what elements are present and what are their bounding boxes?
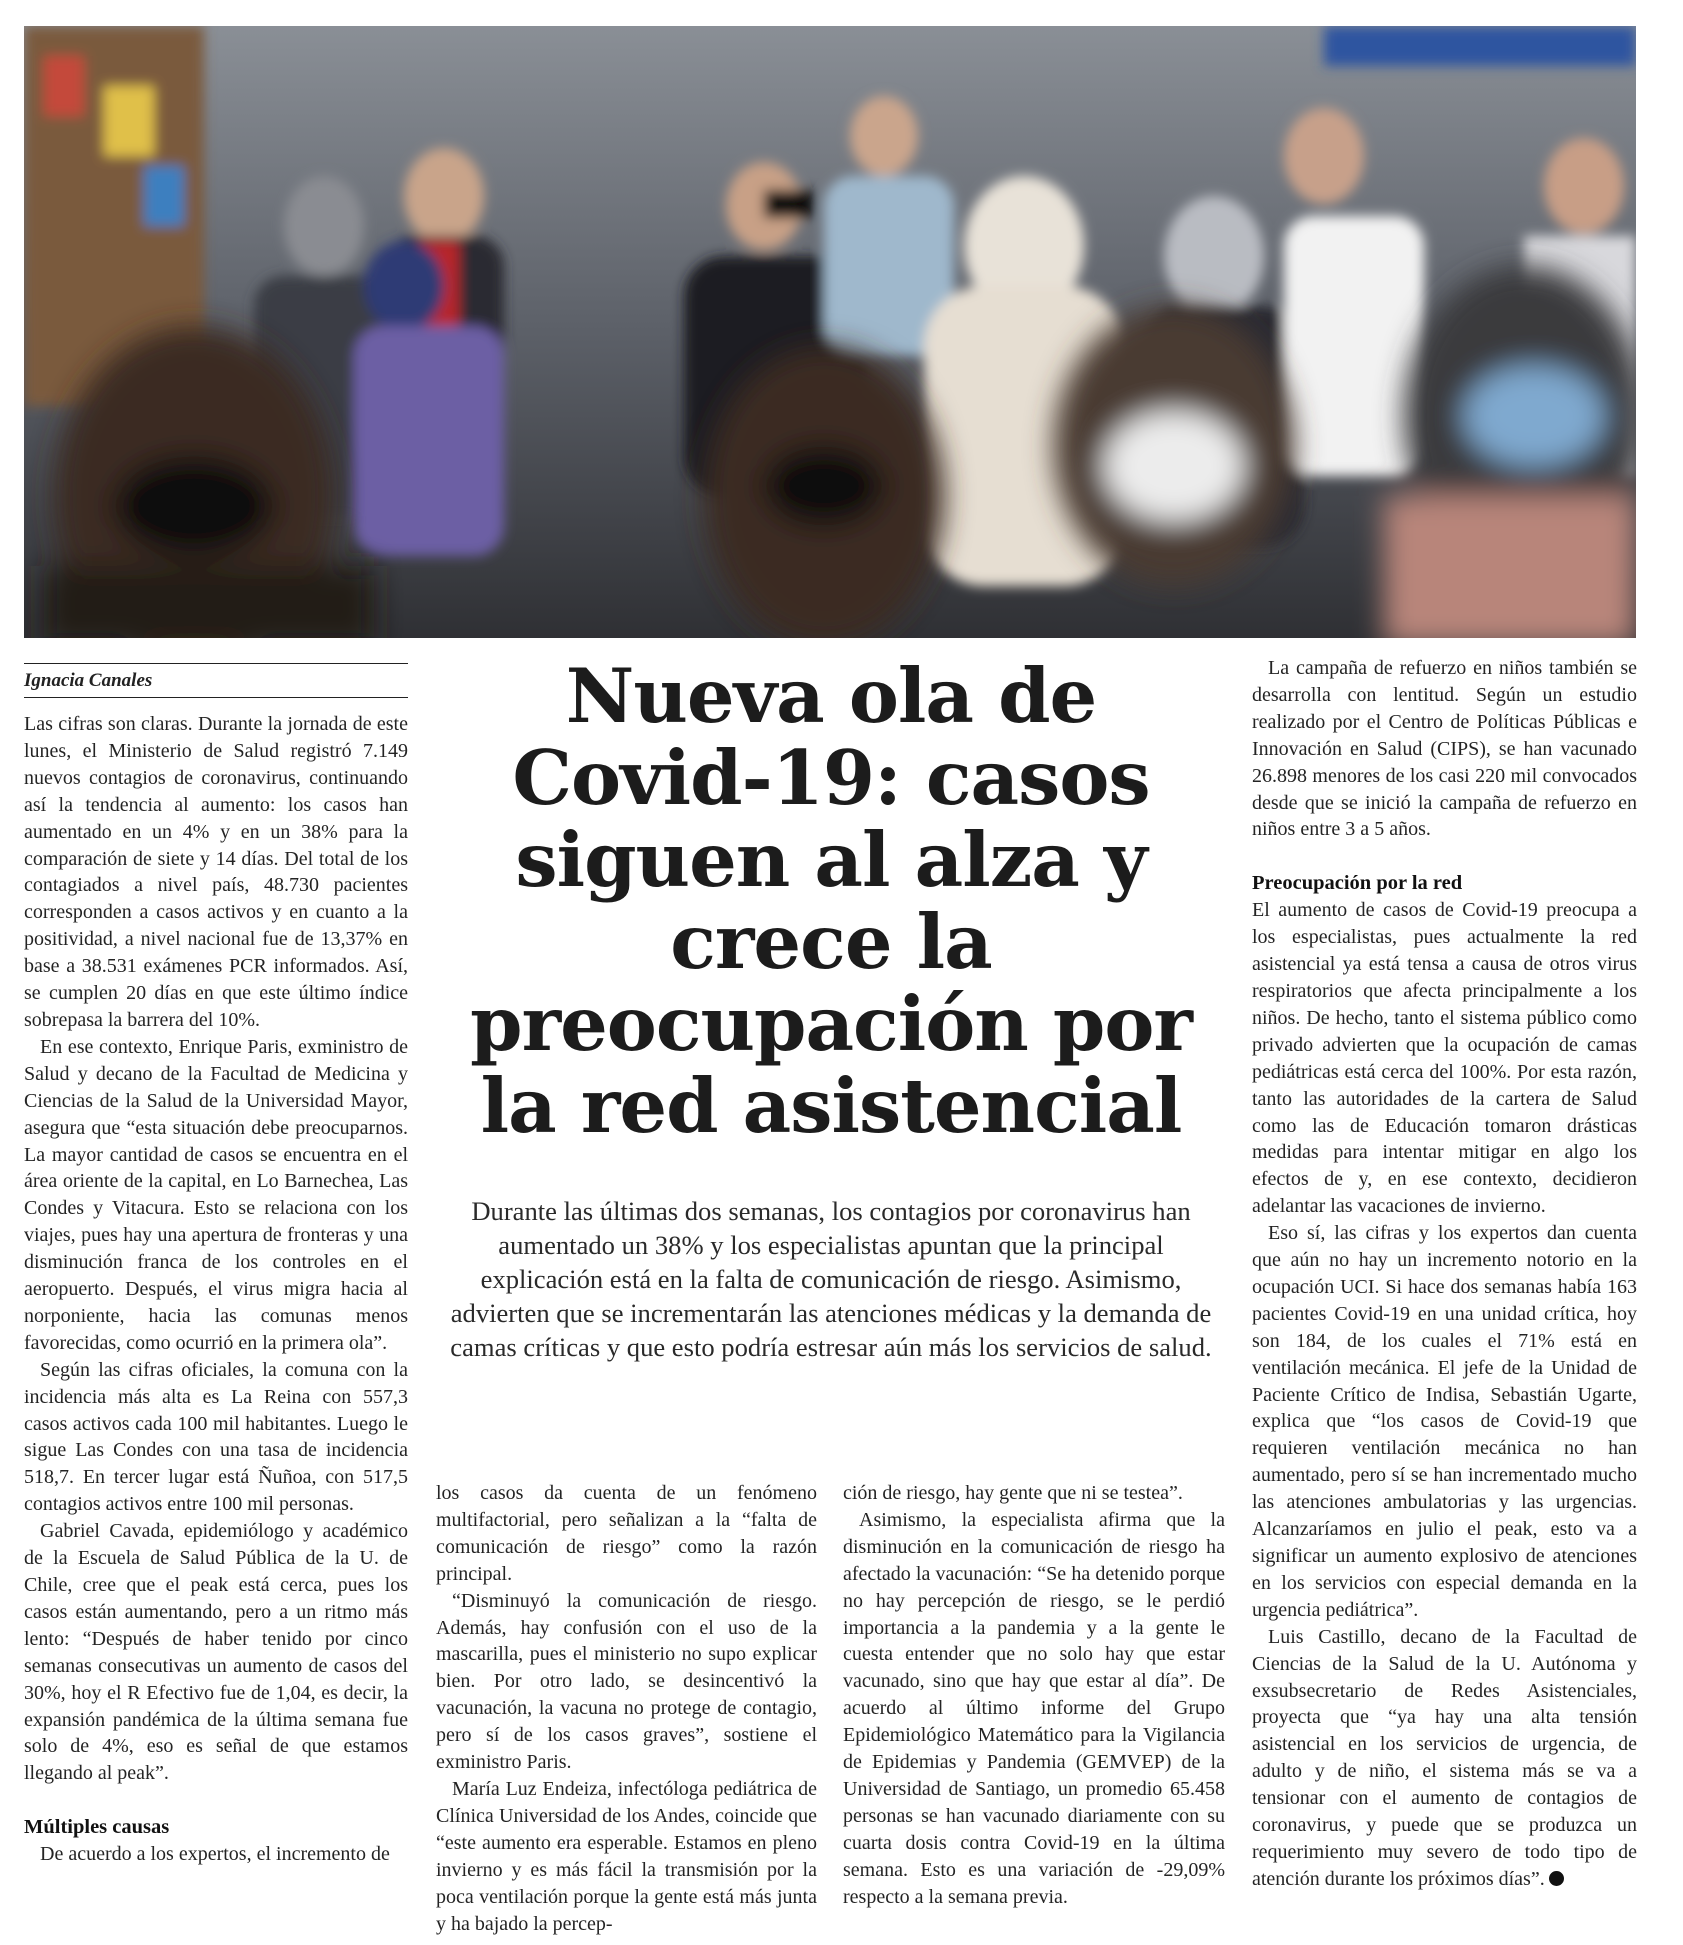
col4-paragraph-4-text: Luis Castillo, decano de la Facultad de Ciencias de la Salud de la U. Autónoma y exsubsecretario de Redes Asistenciales, proyecta que “ya hay una alta tensión asistencial en los servicios de urgencia, de adulto y de niño, el sistema más se va a tensionar con el aumento de contagios de coronavirus, y puede que se produzca un requerimiento muy severo de todo tipo de atención durante los próximos días”. xyxy=(1252,1625,1637,1890)
crowd-photo xyxy=(24,26,1636,638)
subhead-multiples-causas: Múltiples causas xyxy=(24,1816,170,1839)
col2-paragraph-2: “Disminuyó la comunicación de riesgo. Además, hay confusión con el uso de la mascarilla, pues el ministerio no supo explicar bien. Por otro lado, se desincentivó la vacunación, la vacuna no protege de contagio, pero sí de los casos graves”, sostiene el exministro Paris. xyxy=(436,1589,817,1774)
headline: Nueva ola de Covid-19: casos siguen al alza y crece la preocupación por la red asistencial xyxy=(470,652,1192,1150)
col4-paragraph-2: El aumento de casos de Covid-19 preocupa a los especialistas, pues actualmente la red asistencial ya está tensa a causa de otros virus respiratorios que afecta principalmente a los niños. De hecho, tanto el sistema público como privado advierten que la ocupación de camas pediátricas está cerca del 100%. Por esta razón, tanto las autoridades de la cartera de Salud como las de Educación tomaron drásticas medidas para intentar mitigar en algo los efectos de y, en ese contexto, decidieron adelantar las vacaciones de invierno. xyxy=(1252,899,1637,1218)
byline: Ignacia Canales xyxy=(24,663,408,698)
col1-paragraph-2: En ese contexto, Enrique Paris, exministro de Salud y decano de la Facultad de Medicina y Ciencias de la Salud de la Universidad Mayor, asegura que “esta situación debe preocuparnos. La mayor cantidad de casos se encuentra en el área oriente de la capital, en Lo Barnechea, Las Condes y Vitacura. Esto se relaciona con los viajes, pues hay una apertura de fronteras y una disminución franca de los controles en el aeropuerto. Después, el virus migra hacia al norponiente, hacia las comunas menos favorecidas, como ocurrió en la primera ola”. xyxy=(24,1035,408,1354)
col2-paragraph-3: María Luz Endeiza, infectóloga pediátrica de Clínica Universidad de los Andes, coincide que “este aumento era esperable. Estamos en pleno invierno y es más fácil la transmisión por la poca ventilación porque la gente está más junta y ha bajado la percep- xyxy=(436,1777,817,1935)
column-4 xyxy=(1252,655,1637,1893)
crowd-photo-illustration xyxy=(24,26,1636,638)
subhead-preocupacion-por-la-red: Preocupación por la red xyxy=(1252,872,1463,895)
column-1 xyxy=(24,711,408,1868)
col1-paragraph-4: Gabriel Cavada, epidemiólogo y académico de la Escuela de Salud Pública de la U. de Chile, cree que el peak está cerca, pues los casos están aumentando, pero a un ritmo más lento: “Después de haber tenido por cinco semanas consecutivas un aumento de casos del 30%, hoy el R Efectivo fue de 1,04, es decir, la expansión pandémica de la última semana fue solo de 4%, eso es señal de que estamos llegando al peak”. xyxy=(24,1520,408,1785)
col1-paragraph-5: De acuerdo a los expertos, el incremento de xyxy=(40,1843,390,1866)
col1-spacer xyxy=(24,1787,408,1814)
col4-paragraph-3: Eso sí, las cifras y los expertos dan cuenta que aún no hay un incremento notorio en la ocupación UCI. Si hace dos semanas había 163 pacientes Covid-19 en una unidad crítica, hoy son 184, de los cuales el 71% está en ventilación mecánica. El jefe de la Unidad de Paciente Crítico de Indisa, Sebastián Ugarte, explica que “los casos de Covid-19 que requieren ventilación mecánica no han aumentado, pero sí se han incrementado mucho las atenciones ambulatorias y las urgencias. Alcanzaríamos en julio el peak, esto va a significar un aumento explosivo de atenciones en los servicios con especial demanda en la urgencia pediátrica”. xyxy=(1252,1222,1637,1621)
col4-paragraph-1: La campaña de refuerzo en niños también se desarrolla con lentitud. Según un estudio realizado por el Centro de Políticas Públicas e Innovación en Salud (CIPS), se han vacunado 26.898 menores de los casi 220 mil convocados desde que se inició la campaña de refuerzo en niños entre 3 a 5 años. xyxy=(1252,657,1637,841)
col3-paragraph-2: Asimismo, la especialista afirma que la disminución en la comunicación de riesgo ha afectado la vacunación: “Se ha detenido porque no hay percepción de riesgo, se le perdió importancia a la pandemia y a la gente le cuesta entender que no solo hay que estar vacunado, sino que hay que estar al día”. De acuerdo al último informe del Grupo Epidemiológico Matemático para la Vigilancia de Epidemias y Pandemia (GEMVEP) de la Universidad de Santiago, un promedio 65.458 personas se han vacunado diariamente con su cuarta dosis contra Covid-19 en la última semana. Esto es una variación de -29,09% respecto a la semana previa. xyxy=(843,1508,1225,1908)
end-of-article-dot-icon xyxy=(1549,1871,1564,1886)
col4-spacer xyxy=(1252,843,1637,870)
column-3 xyxy=(843,1480,1225,1911)
deck: Durante las últimas dos semanas, los contagios por coronavirus han aumentado un 38% y los especialistas apuntan que la principal explicación está en la falta de comunicación de riesgo. Asimismo, advierten que se incrementarán las atenciones médicas y la demanda de camas críticas y que esto podría estresar aún más los servicios de salud. xyxy=(450,1196,1212,1362)
col2-paragraph-1: los casos da cuenta de un fenómeno multifactorial, pero señalizan a la “falta de comunicación de riesgo” como la razón principal. xyxy=(436,1482,817,1585)
column-2 xyxy=(436,1480,817,1937)
col1-paragraph-1: Las cifras son claras. Durante la jornada de este lunes, el Ministerio de Salud registró 7.149 nuevos contagios de coronavirus, continuando así la tendencia al aumento: los casos han aumentado en un 4% y en un 38% para la comparación de siete y 14 días. Del total de los contagiados a nivel país, 48.730 pacientes corresponden a casos activos y en cuanto a la positividad, a nivel nacional fue de 13,37% en base a 38.531 exámenes PCR informados. Así, se cumplen 20 días en que este último índice sobrepasa la barrera del 10%. xyxy=(24,713,408,1031)
col4-paragraph-4 xyxy=(1252,1624,1637,1893)
col3-paragraph-1: ción de riesgo, hay gente que ni se testea”. xyxy=(843,1482,1183,1504)
col1-paragraph-3: Según las cifras oficiales, la comuna con la incidencia más alta es La Reina con 557,3 casos activos cada 100 mil habitantes. Luego le sigue Las Condes con una tasa de incidencia 518,7. En tercer lugar está Ñuñoa, con 517,5 contagios activos entre 100 mil personas. xyxy=(24,1358,408,1516)
